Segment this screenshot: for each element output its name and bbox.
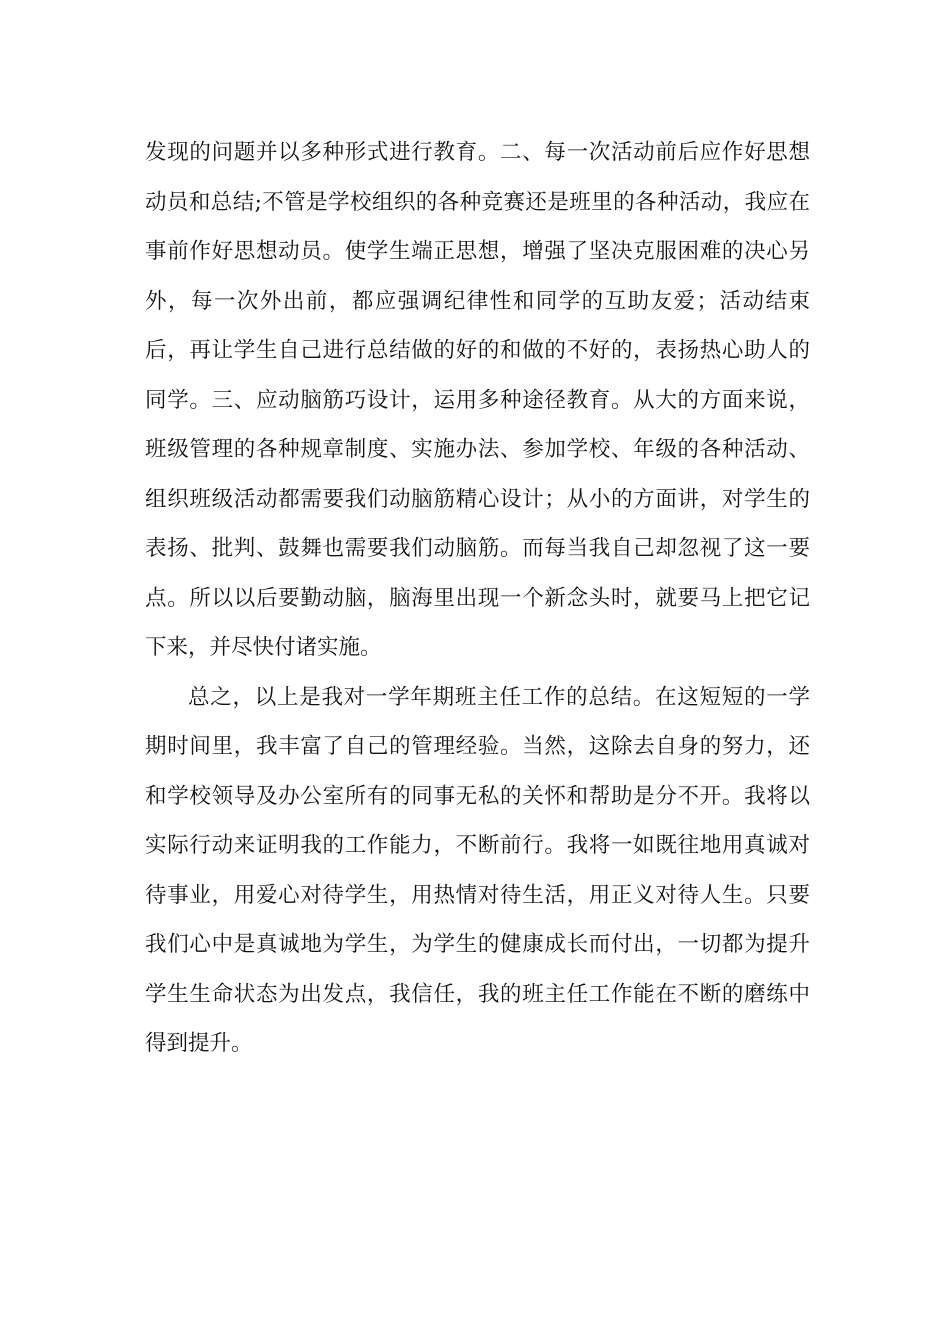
body-text [145,128,810,1069]
paragraph-continued: 发现的问题并以多种形式进行教育。二、每一次活动前后应作好思想动员和总结;不管是学校组织的各种竞赛还是班里的各种活动，我应在事前作好思想动员。使学生端正思想，增强了坚决克服困难的决心另外，每一次外出前，都应强调纪律性和同学的互助友爱；活动结束后，再让学生自己进行总结做的好的和做的不好的，表扬热心助人的同学。三、应动脑筋巧设计，运用多种途径教育。从大的方面来说，班级管理的各种规章制度、实施办法、参加学校、年级的各种活动、组织班级活动都需要我们动脑筋精心设计；从小的方面讲，对学生的表扬、批判、鼓舞也需要我们动脑筋。而每当我自己却忽视了这一要点。所以以后要勤动脑，脑海里出现一个新念头时，就要马上把它记下来，并尽快付诸实施。 [145,140,810,660]
paragraph-conclusion: 总之，以上是我对一学年期班主任工作的总结。在这短短的一学期时间里，我丰富了自己的管理经验。当然，这除去自身的努力，还和学校领导及办公室所有的同事无私的关怀和帮助是分不开。我将以实际行动来证明我的工作能力，不断前行。我将一如既往地用真诚对待事业，用爱心对待学生，用热情对待生活，用正义对待人生。只要我们心中是真诚地为学生，为学生的健康成长而付出，一切都为提升学生生命状态为出发点，我信任，我的班主任工作能在不断的磨练中得到提升。 [145,684,810,1056]
